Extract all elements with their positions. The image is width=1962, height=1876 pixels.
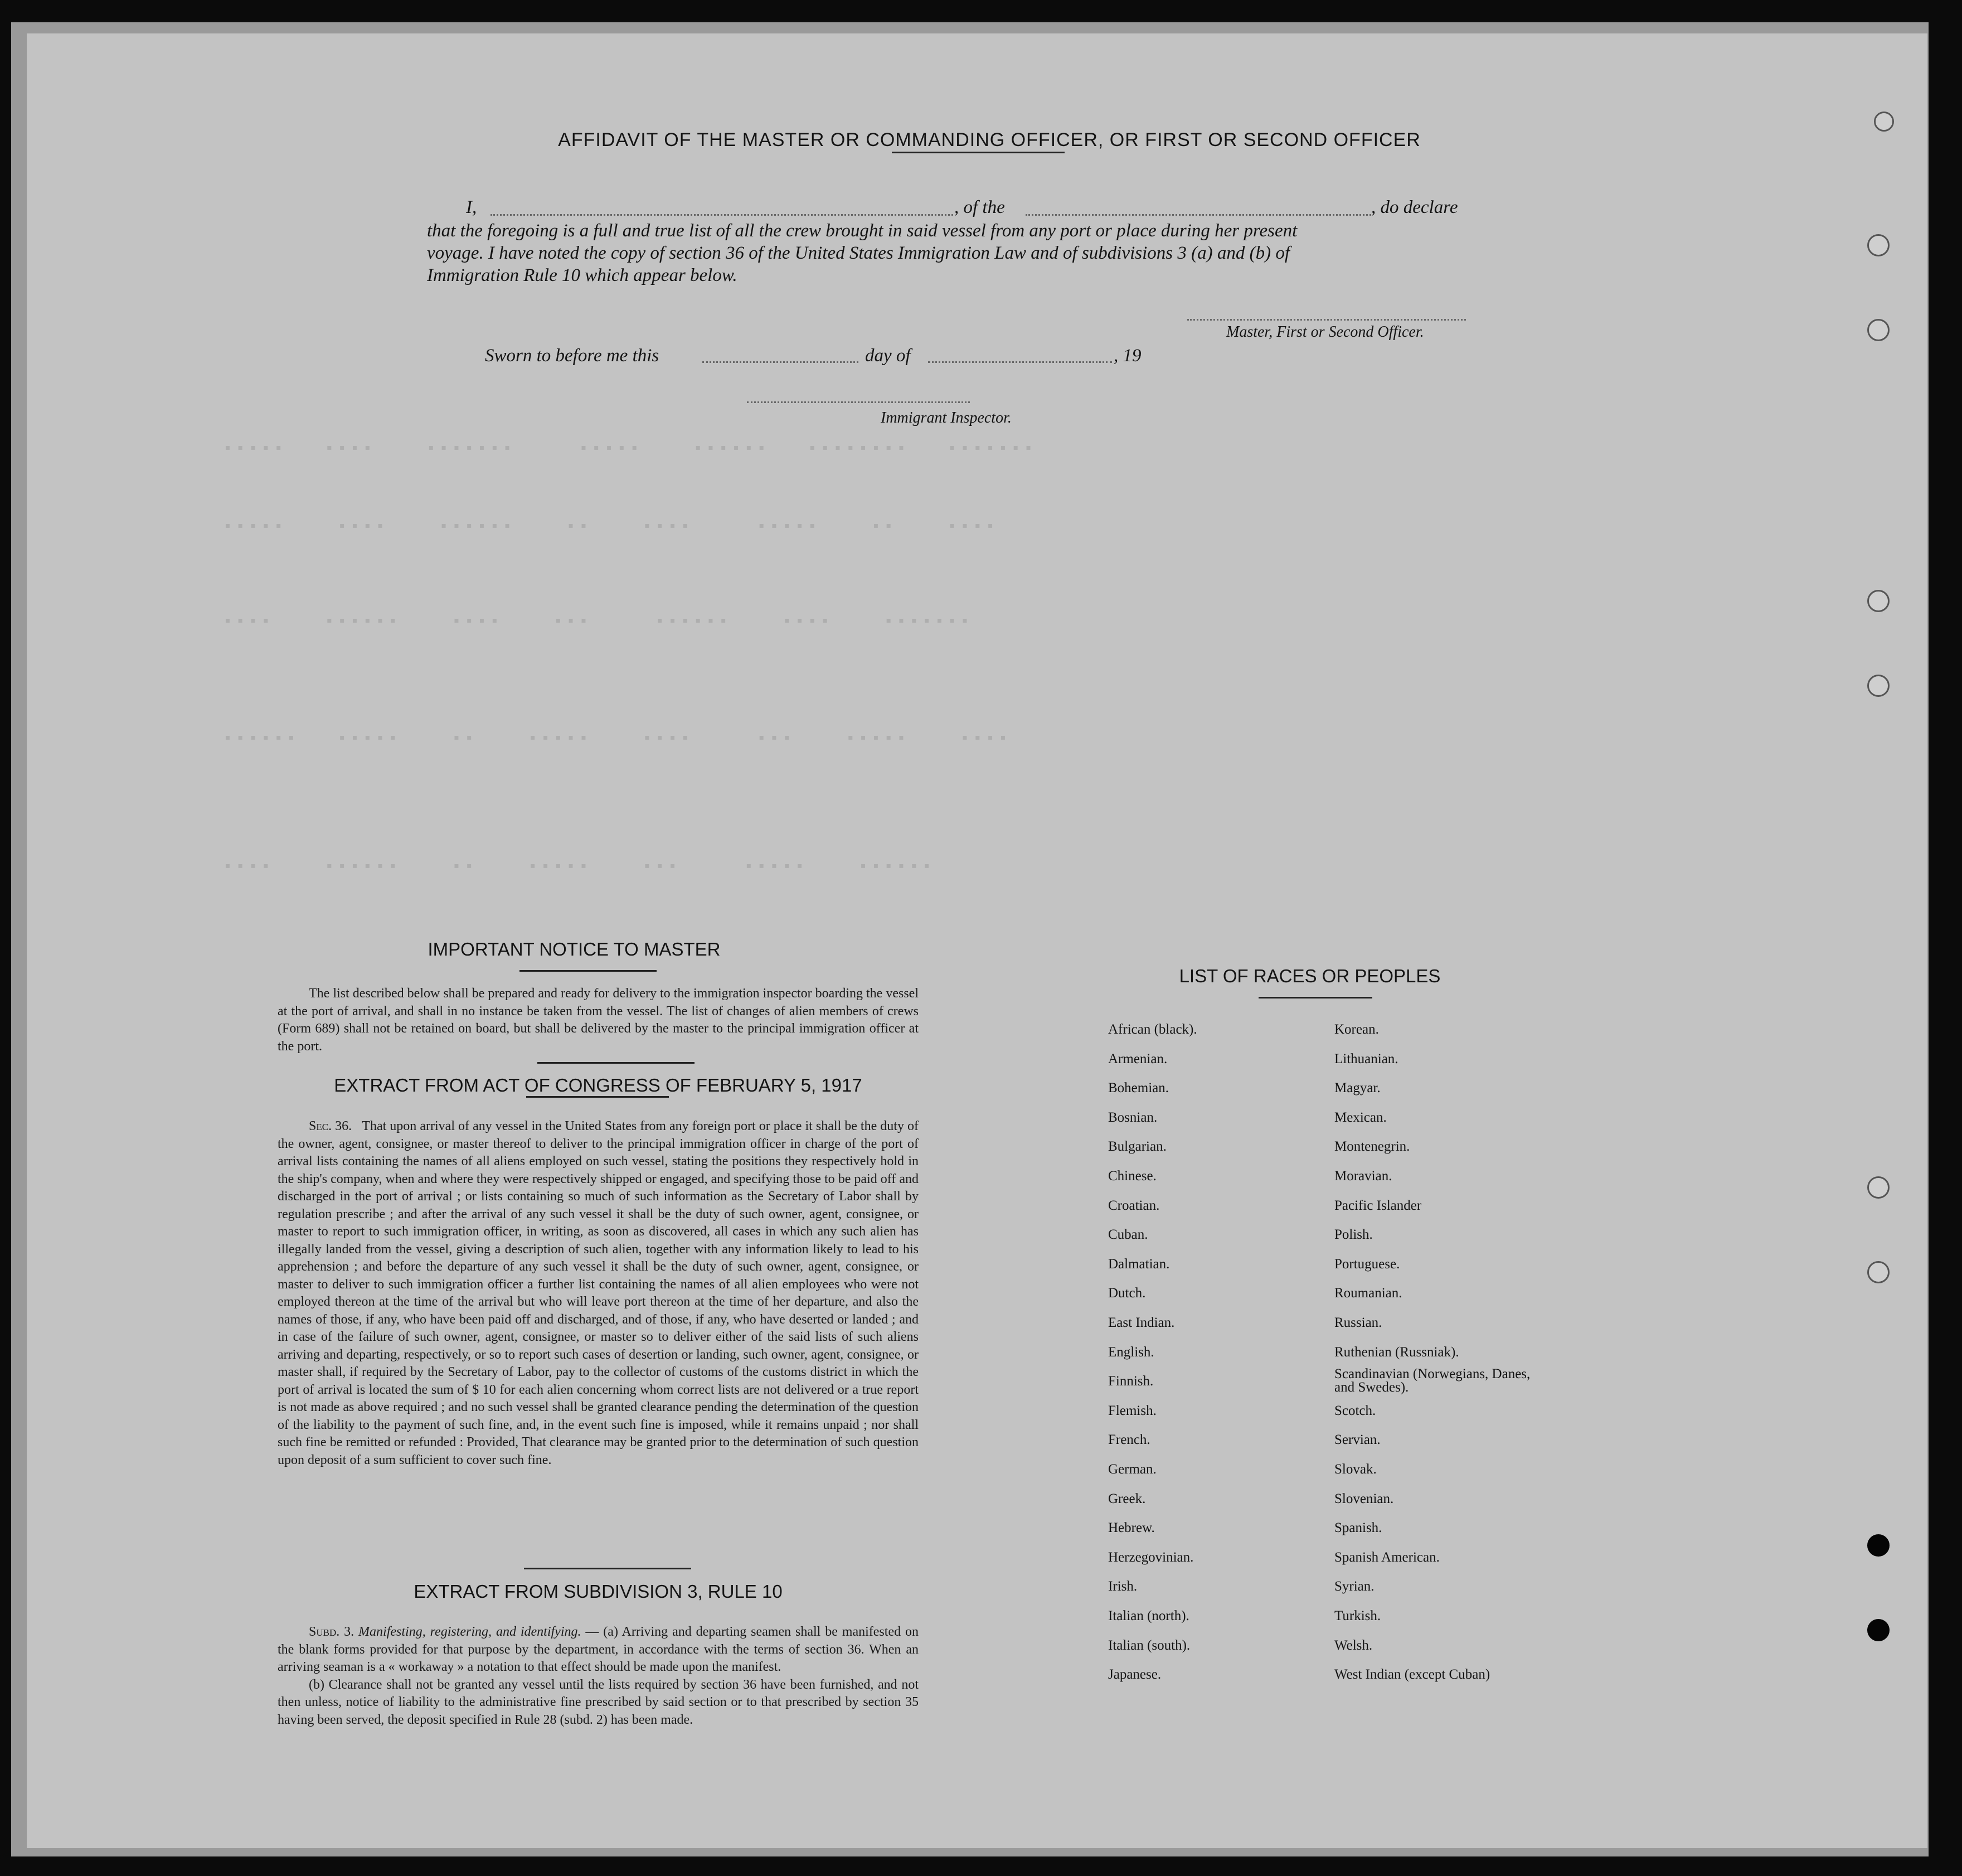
races-title: LIST OF RACES OR PEOPLES <box>1179 966 1441 986</box>
notice-paragraph <box>278 985 919 1055</box>
affidavit-text-line: that the foregoing is a full and true list of all the crew brought in said vessel from any port or place during her present <box>427 221 1298 241</box>
race-item: French. <box>1108 1432 1150 1448</box>
rule-subd-label: Subd. 3. <box>309 1625 354 1639</box>
document-page <box>27 33 1927 1848</box>
act-paragraph <box>278 1118 919 1469</box>
punch-hole <box>1867 234 1890 256</box>
punch-hole <box>1867 675 1890 697</box>
master-signature-line <box>1187 319 1466 321</box>
race-item: Scotch. <box>1334 1403 1376 1418</box>
race-item: Welsh. <box>1334 1637 1373 1653</box>
bleed-through-texture: ▪▪▪▪▪ ▪▪▪▪ ▪▪▪▪▪▪ ▪▪ ▪▪▪▪ ▪▪▪▪▪ ▪▪ ▪▪▪▪ <box>223 518 998 536</box>
race-item: Scandinavian (Norwegians, Danes, and Swedes). <box>1334 1366 1531 1395</box>
section-divider <box>537 1062 695 1064</box>
sworn-year: , 19 <box>1114 346 1142 366</box>
notice-title-rule <box>519 970 657 972</box>
race-item: Turkish. <box>1334 1608 1381 1623</box>
notice-title: IMPORTANT NOTICE TO MASTER <box>428 939 721 959</box>
race-item: Spanish. <box>1334 1520 1382 1536</box>
race-item: Syrian. <box>1334 1579 1375 1594</box>
race-item: Montenegrin. <box>1334 1139 1410 1155</box>
race-item: Servian. <box>1334 1432 1381 1448</box>
race-item: English. <box>1108 1344 1154 1360</box>
rule-para-a: — (a) Arriving and departing seamen shall be manifested on the blank forms provided for that purpose by the department, in accordance with the terms of section 36. When an arriving seaman is a « workaway » a notation to that effect should be made upon the manifest. <box>278 1625 919 1674</box>
race-item: Korean. <box>1334 1022 1379 1037</box>
race-item: Bosnian. <box>1108 1109 1158 1125</box>
act-title-rule <box>526 1096 669 1098</box>
affidavit-title: AFFIDAVIT OF THE MASTER OR COMMANDING OFFICER, OR FIRST OR SECOND OFFICER <box>558 129 1421 151</box>
race-item: Slovak. <box>1334 1462 1377 1477</box>
races-title-rule <box>1259 997 1372 998</box>
punch-hole <box>1867 590 1890 612</box>
race-item: Bulgarian. <box>1108 1139 1167 1155</box>
rule-paragraph <box>278 1623 919 1729</box>
vessel-name-line <box>1026 214 1371 216</box>
punch-hole <box>1867 319 1890 341</box>
race-item: Finnish. <box>1108 1374 1154 1389</box>
race-item: West Indian (except Cuban) <box>1334 1667 1490 1683</box>
inspector-signature-label: Immigrant Inspector. <box>881 409 1012 426</box>
race-item: Polish. <box>1334 1227 1373 1243</box>
punch-hole <box>1874 112 1894 132</box>
notice-text: The list described below shall be prepared and ready for delivery to the immigration inspector boarding the vessel at the port of arrival, and shall in no instance be taken from the vessel. The list of changes of alien members of crews (Form 689) shall not be retained on board, but shall be delivered by the master to the principal immigration officer at the port. <box>278 986 919 1054</box>
race-item: Pacific Islander <box>1334 1198 1422 1213</box>
master-signature-label: Master, First or Second Officer. <box>1226 323 1424 341</box>
race-item: Dalmatian. <box>1108 1256 1170 1272</box>
race-item: Moravian. <box>1334 1169 1392 1184</box>
act-text: That upon arrival of any vessel in the United States from any foreign port or place it shall be the duty of the owner, agent, consignee, or master thereof to deliver to the principal immigration officer in charge of the port of arrival lists containing the names of all aliens employed on such vessel, stating the positions they respectively hold in the ship's company, when and where they were respectively shipped or engaged, and specifying those to be paid off and discharged in the port of arrival ; or lists containing so much of such information as the Secretary of Labor shall by regulation prescribe ; and after the arrival of any such vessel it shall be the duty of such owner, agent, consignee, or master to report to such immigration officer, in writing, as soon as discovered, all cases in which any such alien has illegally landed from the vessel, giving a description of such alien, together with any information likely to lead to his apprehension ; and before the departure of any such vessel it shall be the duty of such owner, agent, consignee, or master to deliver to such immigration officer a further list containing the names of all alien employees who were not employed thereon at the time of the arrival but who will leave port thereon at the time of her departure, and also the names of those, if any, who have been paid off and discharged, and of those, if any, who have deserted or landed ; and in case of the failure of such owner, agent, consignee, or master so to deliver either of the said lists of such aliens arriving and departing, respectively, or so to report such cases of desertion or landing, such owner, agent, consignee, or master shall, if required by the Secretary of Labor, pay to the collector of customs of the customs district in which the port of arrival is located the sum of $ 10 for each alien concerning whom correct lists are not delivered or a true report is not made as above required ; and no such vessel shall be granted clearance pending the determination of the question of the liability to the payment of such fine, and, in the event such fine is imposed, while it remains unpaid ; nor shall such fine be remitted or refunded : Provided, That clearance may be granted prior to the determination of such question upon deposit of a sum sufficient to cover such fine. <box>278 1119 919 1467</box>
affidavit-text-line: Immigration Rule 10 which appear below. <box>427 265 737 285</box>
affidavit-title-rule <box>892 152 1065 153</box>
inspector-signature-line <box>747 401 970 403</box>
bleed-through-texture: ▪▪▪▪ ▪▪▪▪▪▪ ▪▪▪▪ ▪▪▪ ▪▪▪▪▪▪ ▪▪▪▪ ▪▪▪▪▪▪▪ <box>223 613 973 631</box>
race-item: Italian (south). <box>1108 1637 1191 1653</box>
sworn-label: Sworn to before me this <box>485 346 659 366</box>
rule-subd-heading: Manifesting, registering, and identifying. <box>358 1625 581 1639</box>
declarant-name-line <box>490 214 953 216</box>
race-item: Hebrew. <box>1108 1520 1155 1536</box>
race-item: Spanish American. <box>1334 1549 1440 1565</box>
race-item: German. <box>1108 1462 1157 1477</box>
race-item: Bohemian. <box>1108 1080 1169 1096</box>
rule-title: EXTRACT FROM SUBDIVISION 3, RULE 10 <box>414 1581 783 1602</box>
sworn-month-line <box>928 361 1112 363</box>
race-item: Greek. <box>1108 1491 1146 1506</box>
race-item: Dutch. <box>1108 1286 1146 1301</box>
race-item: Lithuanian. <box>1334 1051 1398 1067</box>
punch-hole <box>1867 1619 1890 1641</box>
race-item: Russian. <box>1334 1315 1382 1330</box>
race-item: Mexican. <box>1334 1109 1387 1125</box>
punch-hole <box>1867 1534 1890 1557</box>
affidavit-declare: , do declare <box>1371 197 1458 217</box>
act-section-label: Sec. 36. <box>309 1119 352 1133</box>
sworn-day-of: day of <box>865 346 911 366</box>
race-item: Ruthenian (Russniak). <box>1334 1344 1459 1360</box>
race-item: Croatian. <box>1108 1198 1160 1213</box>
race-item: African (black). <box>1108 1022 1197 1037</box>
affidavit-i: I, <box>466 197 477 217</box>
race-item: Slovenian. <box>1334 1491 1394 1506</box>
act-title: EXTRACT FROM ACT OF CONGRESS OF FEBRUARY 5, 1917 <box>334 1075 862 1095</box>
sworn-day-line <box>702 361 858 363</box>
race-item: Herzegovinian. <box>1108 1549 1194 1565</box>
punch-hole <box>1867 1176 1890 1199</box>
punch-hole <box>1867 1261 1890 1283</box>
race-item: Flemish. <box>1108 1403 1157 1418</box>
affidavit-of-the: , of the <box>954 197 1005 217</box>
race-item: Chinese. <box>1108 1169 1157 1184</box>
race-item: Irish. <box>1108 1579 1138 1594</box>
race-item: Cuban. <box>1108 1227 1148 1243</box>
race-item: East Indian. <box>1108 1315 1175 1330</box>
affidavit-text-line: voyage. I have noted the copy of section 36 of the United States Immigration Law and of subdivisions 3 (a) and (b) of <box>427 243 1290 263</box>
section-divider <box>524 1568 691 1569</box>
race-item: Magyar. <box>1334 1080 1381 1096</box>
race-item: Armenian. <box>1108 1051 1168 1067</box>
bleed-through-texture: ▪▪▪▪▪▪ ▪▪▪▪▪ ▪▪ ▪▪▪▪▪ ▪▪▪▪ ▪▪▪ ▪▪▪▪▪ ▪▪▪▪ <box>223 730 1011 748</box>
race-item: Portuguese. <box>1334 1256 1400 1272</box>
bleed-through-texture: ▪▪▪▪ ▪▪▪▪▪▪ ▪▪ ▪▪▪▪▪ ▪▪▪ ▪▪▪▪▪ ▪▪▪▪▪▪ <box>223 859 935 876</box>
rule-para-b: (b) Clearance shall not be granted any vessel until the lists required by section 36 have been furnished, and not then unless, notice of liability to the administrative fine prescribed by said section or to that prescribed by section 35 having been served, the deposit specified in Rule 28 (subd. 2) has been made. <box>278 1677 919 1727</box>
race-item: Roumanian. <box>1334 1286 1402 1301</box>
bleed-through-texture: ▪▪▪▪▪ ▪▪▪▪ ▪▪▪▪▪▪▪ ▪▪▪▪▪ ▪▪▪▪▪▪ ▪▪▪▪▪▪▪▪ ▪▪▪▪▪▪▪ <box>223 440 1037 458</box>
race-item: Italian (north). <box>1108 1608 1189 1623</box>
race-item: Japanese. <box>1108 1667 1162 1683</box>
